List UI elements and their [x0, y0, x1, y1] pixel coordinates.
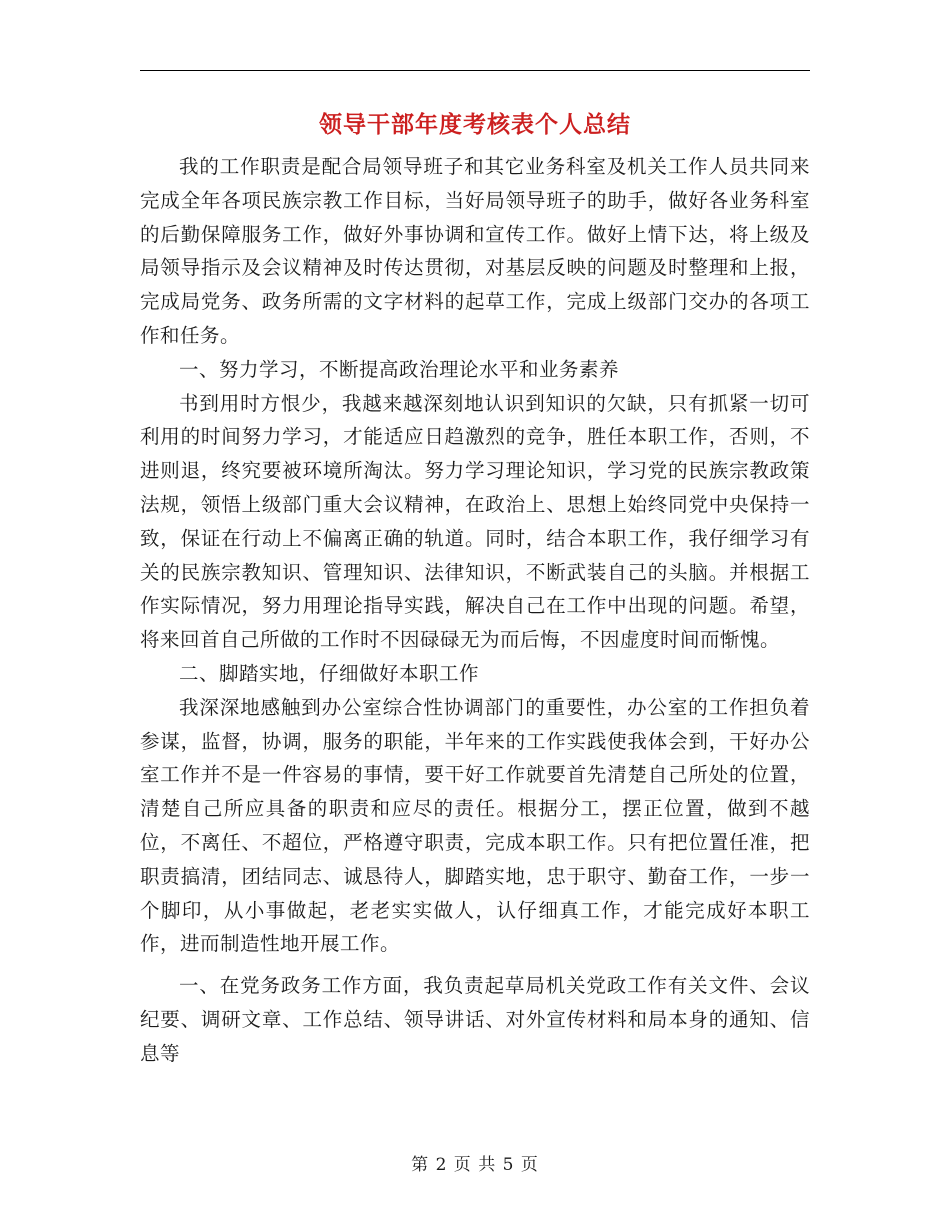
party-affairs-paragraph: 一、在党务政务工作方面，我负责起草局机关党政工作有关文件、会议纪要、调研文章、工作总结、领导讲话、对外宣传材料和局本身的通知、信息等: [140, 974, 810, 1065]
header-rule: [140, 70, 810, 71]
section-heading-work: 二、脚踏实地，仔细做好本职工作: [179, 661, 480, 685]
page-number: 第 2 页 共 5 页: [411, 1155, 539, 1175]
work-paragraph: 我深深地感触到办公室综合性协调部门的重要性，办公室的工作担负着参谋，监督，协调，服务的职能，半年来的工作实践使我体会到，干好办公室工作并不是一件容易的事情，要干好工作就要首先清楚自己所处的位置，清楚自己所应具备的职责和应尽的责任。根据分工，摆正位置，做到不越位，不离任、不超位，严格遵守职责，完成本职工作。只有把位置任准，把职责搞清，团结同志、诚恳待人，脚踏实地，忠于职守、勤奋工作，一步一个脚印，从小事做起，老老实实做人，认仔细真工作，才能完成好本职工作，进而制造性地开展工作。: [140, 695, 810, 956]
study-paragraph: 书到用时方恨少，我越来越深刻地认识到知识的欠缺，只有抓紧一切可利用的时间努力学习，才能适应日趋激烈的竞争，胜任本职工作，否则，不进则退，终究要被环境所淘汰。努力学习理论知识，学习党的民族宗教政策法规，领悟上级部门重大会议精神，在政治上、思想上始终同党中央保持一致，保证在行动上不偏离正确的轨道。同时，结合本职工作，我仔细学习有关的民族宗教知识、管理知识、法律知识，不断武装自己的头脑。并根据工作实际情况，努力用理论指导实践，解决自己在工作中出现的问题。希望，将来回首自己所做的工作时不因碌碌无为而后悔，不因虚度时间而惭愧。: [140, 391, 810, 652]
document-body: [140, 150, 810, 1071]
section-heading-study: 一、努力学习，不断提高政治理论水平和业务素养: [179, 357, 620, 381]
intro-paragraph: 我的工作职责是配合局领导班子和其它业务科室及机关工作人员共同来完成全年各项民族宗教工作目标，当好局领导班子的助手，做好各业务科室的后勤保障服务工作，做好外事协调和宣传工作。做好上情下达，将上级及局领导指示及会议精神及时传达贯彻，对基层反映的问题及时整理和上报，完成局党务、政务所需的文字材料的起草工作，完成上级部门交办的各项工作和任务。: [140, 155, 810, 347]
document-title: 领导干部年度考核表个人总结: [319, 111, 631, 138]
